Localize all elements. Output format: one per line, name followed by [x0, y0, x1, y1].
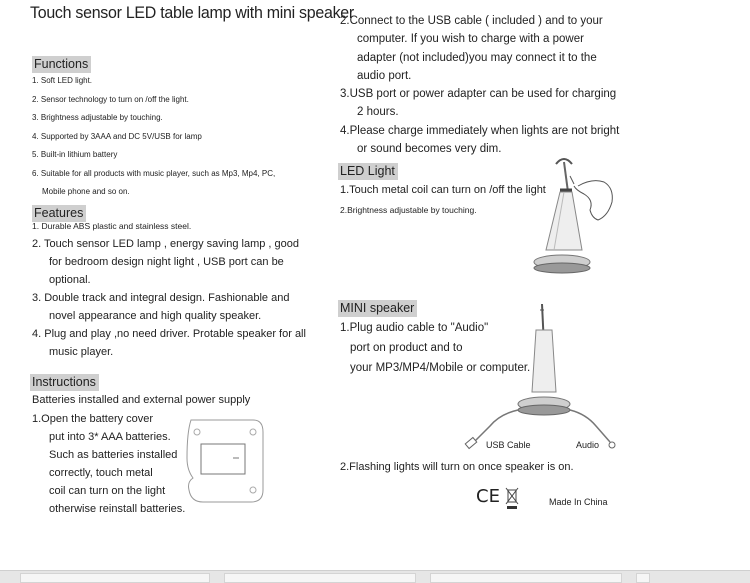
led-light-heading: LED Light: [338, 163, 398, 180]
instruction-line: Such as batteries installed: [49, 449, 178, 461]
led-light-item: 2.Brightness adjustable by touching.: [340, 205, 477, 215]
battery-cover-illustration: [183, 418, 265, 504]
functions-heading: Functions: [32, 56, 91, 73]
instructions-subtitle: Batteries installed and external power supply: [32, 394, 251, 406]
speaker-step-2: 2.Flashing lights will turn on once speaker is on.: [340, 461, 574, 473]
instructions-steps: [32, 410, 185, 518]
features-item: optional.: [49, 274, 91, 286]
audio-label: Audio: [576, 440, 600, 450]
features-item: novel appearance and high quality speaker.: [49, 310, 262, 322]
lamp-touch-illustration: [520, 150, 620, 285]
features-item: 4. Plug and play ,no need driver. Protable speaker for all: [32, 328, 306, 340]
features-item: music player.: [49, 346, 114, 358]
instruction-line: 1.Open the battery cover: [32, 413, 154, 425]
instruction-line: coil can turn on the light: [49, 485, 166, 497]
ce-mark: CE: [476, 486, 500, 507]
made-in-label: Made In China: [549, 497, 608, 507]
functions-item: 2. Sensor technology to turn on /off the light.: [32, 94, 189, 104]
page-title: Touch sensor LED table lamp with mini speaker: [30, 3, 354, 22]
instruction-line: put into 3* AAA batteries.: [49, 431, 171, 443]
speaker-line: your MP3/MP4/Mobile or computer.: [350, 362, 531, 374]
step-line: 3.USB port or power adapter can be used for charging: [340, 88, 617, 101]
functions-item: 6. Suitable for all products with music player, such as Mp3, Mp4, PC,: [32, 168, 276, 178]
functions-list: [32, 75, 275, 204]
features-item: 1. Durable ABS plastic and stainless steel.: [32, 221, 192, 231]
step-line: 2.Connect to the USB cable ( included ) and to your: [340, 15, 603, 27]
functions-item: 1. Soft LED light.: [32, 76, 93, 85]
weee-bin-icon: [505, 486, 519, 510]
bottom-toolbar: [0, 570, 750, 583]
instruction-line: otherwise reinstall batteries.: [49, 503, 186, 515]
functions-item: 3. Brightness adjustable by touching.: [32, 113, 163, 122]
features-item: 2. Touch sensor LED lamp , energy saving lamp , good: [32, 238, 300, 250]
functions-item: 5. Built-in lithium battery: [32, 150, 118, 159]
step-line: or sound becomes very dim.: [357, 143, 502, 156]
usb-cable-label: USB Cable: [486, 440, 531, 450]
instructions-heading: Instructions: [30, 374, 99, 391]
step-line: 2 hours.: [357, 106, 399, 119]
mini-speaker-heading: MINI speaker: [338, 300, 417, 317]
functions-item: 4. Supported by 3AAA and DC 5V/USB for lamp: [32, 131, 202, 141]
step-line: adapter (not included)you may connect it to the: [357, 51, 597, 64]
speaker-cable-illustration: [460, 300, 620, 455]
speaker-line: port on product and to: [350, 342, 463, 354]
instruction-line: correctly, touch metal: [49, 467, 153, 479]
features-item: for bedroom design night light , USB port can be: [49, 256, 284, 268]
features-list: [32, 221, 306, 362]
functions-item: Mobile phone and so on.: [42, 187, 130, 196]
features-heading: Features: [32, 205, 86, 222]
led-light-item: 1.Touch metal coil can turn on /off the light: [340, 184, 546, 196]
speaker-line: 1.Plug audio cable to "Audio": [340, 322, 489, 334]
step-line: 4.Please charge immediately when lights are not bright: [340, 124, 620, 137]
step-line: computer. If you wish to charge with a power: [357, 33, 584, 46]
step-line: audio port.: [357, 69, 412, 82]
connection-steps: [340, 12, 619, 158]
features-item: 3. Double track and integral design. Fashionable and: [32, 292, 290, 304]
